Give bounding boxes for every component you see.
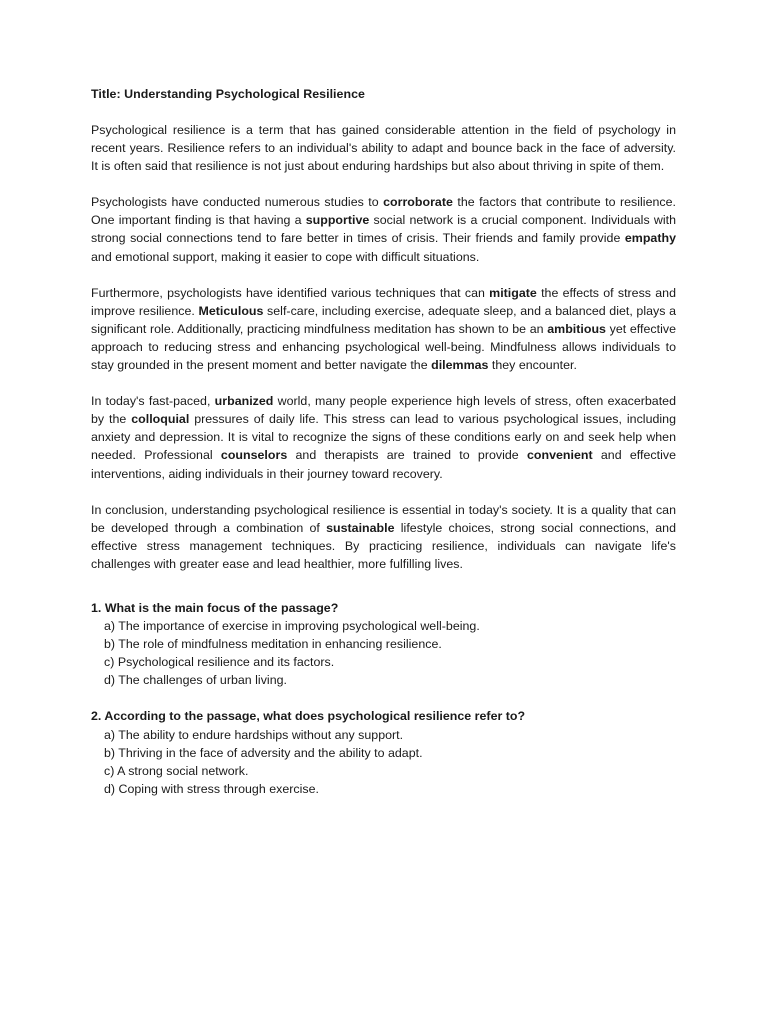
document-title: Title: Understanding Psychological Resilience <box>91 87 365 101</box>
emphasized-term: ambitious <box>547 321 606 336</box>
question-2 <box>91 707 676 797</box>
text-run: yet effective approach to reducing stress and enhancing psychological well-being. Mindfulness allows individuals to stay grounded in the present moment and better navigate the <box>91 321 676 373</box>
text-run: social network is a crucial component. Individuals with strong social connections tend to fare better in times of crisis. Their friends and family provide <box>91 213 677 246</box>
emphasized-term: supportive <box>305 213 370 228</box>
paragraph-5 <box>91 501 676 573</box>
answer-option-list <box>91 726 676 798</box>
text-run: Furthermore, psychologists have identified various techniques that can <box>91 285 490 300</box>
text-run: and emotional support, making it easier to cope with difficult situations. <box>91 249 480 264</box>
answer-option[interactable]: c) Psychological resilience and its factors. <box>104 655 335 670</box>
text-run: pressures of daily life. This stress can lead to various psychological issues, including anxiety and depression. It is vital to recognize the signs of these conditions early on and seek help when needed. Professional <box>91 412 676 463</box>
text-run: self-care, including exercise, adequate sleep, and a balanced diet, plays a significant role. Additionally, practicing mindfulness meditation has shown to be an <box>91 303 677 336</box>
text-run: they encounter. <box>488 358 577 373</box>
question-prompt: 2. According to the passage, what does psychological resilience refer to? <box>91 709 526 724</box>
paragraph-3 <box>91 284 676 374</box>
text-run: the effects of stress and improve resilience. <box>91 285 676 318</box>
emphasized-term: empathy <box>624 231 676 246</box>
answer-option[interactable]: d) The challenges of urban living. <box>104 673 287 688</box>
emphasized-term: counselors <box>220 448 288 463</box>
answer-option[interactable]: b) Thriving in the face of adversity and the ability to adapt. <box>104 745 423 760</box>
emphasized-term: urbanized <box>214 394 274 409</box>
emphasized-term: convenient <box>527 448 593 463</box>
paragraph-4 <box>91 392 676 482</box>
text-run: lifestyle choices, strong social connections, and effective stress management techniques. By practicing resilience, individuals can navigate life's challenges with greater ease and lead healthier, more fulfilling lives. <box>91 520 676 571</box>
emphasized-term: mitigate <box>489 285 537 300</box>
text-run: In conclusion, understanding psychological resilience is essential in today's society. It is a quality that can be developed through a combination of <box>91 502 676 535</box>
emphasized-term: dilemmas <box>431 358 489 373</box>
answer-option[interactable]: a) The ability to endure hardships without any support. <box>104 727 404 742</box>
text-run: and therapists are trained to provide <box>287 448 527 463</box>
text-run: In today's fast-paced, <box>91 394 215 409</box>
text-run: and effective interventions, aiding individuals in their journey toward recovery. <box>91 448 677 481</box>
passage-body <box>91 121 676 573</box>
text-run: Psychologists have conducted numerous studies to <box>91 195 384 210</box>
emphasized-term: corroborate <box>383 195 453 210</box>
answer-option[interactable]: a) The importance of exercise in improving psychological well-being. <box>104 619 480 634</box>
answer-option-list <box>91 617 676 689</box>
answer-option[interactable]: c) A strong social network. <box>104 763 249 778</box>
answer-option[interactable]: b) The role of mindfulness meditation in enhancing resilience. <box>104 637 442 652</box>
question-prompt: 1. What is the main focus of the passage? <box>91 600 339 615</box>
question-1 <box>91 599 676 689</box>
answer-option[interactable]: d) Coping with stress through exercise. <box>104 781 319 796</box>
paragraph-2 <box>91 193 676 265</box>
emphasized-term: colloquial <box>131 412 190 427</box>
emphasized-term: Meticulous <box>198 303 264 318</box>
emphasized-term: sustainable <box>326 520 395 535</box>
text-run: Psychological resilience is a term that has gained considerable attention in the field of psychology in recent years. Resilience refers to an individual's ability to adapt and bounce back in the face of adversity. It is often said that resilience is not just about enduring hardships but also about thriving in spite of them. <box>91 123 676 174</box>
text-run: world, many people experience high levels of stress, often exacerbated by the <box>91 394 676 427</box>
text-run: the factors that contribute to resilience. One important finding is that having a <box>91 195 676 228</box>
questions-section <box>91 599 676 798</box>
paragraph-1 <box>91 121 676 175</box>
